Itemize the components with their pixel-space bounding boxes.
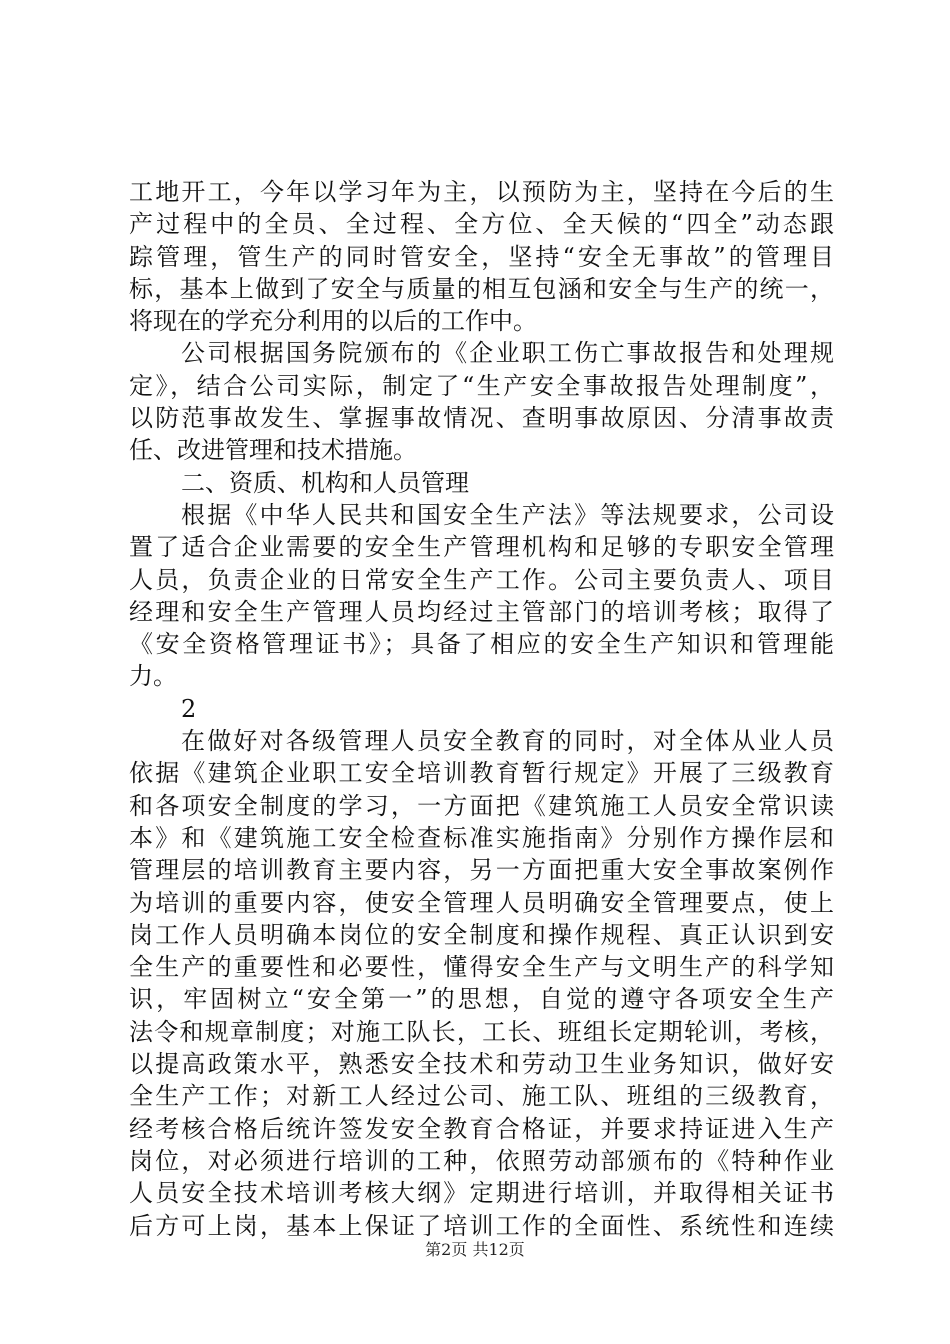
text-line: 岗工作人员明确本岗位的安全制度和操作规程、真正认识到安 [129, 920, 834, 949]
text-line: 管理层的培训教育主要内容，另一方面把重大安全事故案例作 [129, 856, 834, 885]
document-body [129, 176, 834, 1242]
text-line: 全生产工作；对新工人经过公司、施工队、班组的三级教育， [129, 1082, 834, 1111]
text-line: 为培训的重要内容，使安全管理人员明确安全管理要点，使上 [129, 888, 834, 917]
text-line: 本》和《建筑施工安全检查标准实施指南》分别作方操作层和 [129, 823, 834, 852]
text-line: 力。 [129, 662, 177, 691]
text-line: 《安全资格管理证书》；具备了相应的安全生产知识和管理能 [129, 630, 834, 659]
text-line: 标，基本上做到了安全与质量的相互包涵和安全与生产的统一， [129, 274, 834, 303]
paragraph [129, 499, 834, 693]
text-line: 后方可上岗，基本上保证了培训工作的全面性、系统性和连续 [129, 1211, 834, 1240]
text-line: 人员，负责企业的日常安全生产工作。公司主要负责人、项目 [129, 565, 834, 594]
text-line: 公司根据国务院颁布的《企业职工伤亡事故报告和处理规 [181, 339, 834, 368]
text-line: 法令和规章制度；对施工队长，工长、班组长定期轮训，考核， [129, 1017, 834, 1046]
text-line: 置了适合企业需要的安全生产管理机构和足够的专职安全管理 [129, 533, 834, 562]
text-line: 经理和安全生产管理人员均经过主管部门的培训考核；取得了 [129, 597, 834, 626]
text-line: 任、改进管理和技术措施。 [129, 436, 417, 465]
text-line: 工地开工，今年以学习年为主，以预防为主，坚持在今后的生 [129, 178, 834, 206]
text-line: 识，牢固树立“安全第一”的思想，自觉的遵守各项安全生产 [129, 985, 834, 1014]
text-line: 经考核合格后统许签发安全教育合格证，并要求持证进入生产 [129, 1114, 834, 1143]
text-line: 全生产的重要性和必要性，懂得安全生产与文明生产的科学知 [129, 953, 834, 982]
text-line: 以提高政策水平，熟悉安全技术和劳动卫生业务知识，做好安 [129, 1050, 834, 1079]
text-line: 2 [181, 694, 197, 723]
text-line: 以防范事故发生、掌握事故情况、查明事故原因、分清事故责 [129, 404, 834, 433]
text-line: 踪管理，管生产的同时管安全，坚持“安全无事故”的管理目 [129, 242, 834, 271]
text-line: 二、资质、机构和人员管理 [181, 468, 469, 497]
text-line: 和各项安全制度的学习，一方面把《建筑施工人员安全常识读 [129, 791, 834, 820]
page-footer: 第2页 共12页 [425, 1240, 525, 1259]
text-line: 根据《中华人民共和国安全生产法》等法规要求，公司设 [181, 500, 834, 529]
text-line: 岗位，对必须进行培训的工种，依照劳动部颁布的《特种作业 [129, 1146, 834, 1175]
text-line: 产过程中的全员、全过程、全方位、全天候的“四全”动态跟 [129, 210, 834, 239]
text-line: 人员安全技术培训考核大纲》定期进行培训，并取得相关证书 [129, 1179, 834, 1208]
text-line: 在做好对各级管理人员安全教育的同时，对全体从业人员 [181, 727, 834, 756]
paragraph [129, 176, 834, 337]
paragraph [129, 467, 834, 499]
text-line: 依据《建筑企业职工安全培训教育暂行规定》开展了三级教育 [129, 759, 834, 788]
text-line: 将现在的学充分利用的以后的工作中。 [129, 307, 537, 336]
paragraph [129, 337, 834, 466]
paragraph [129, 693, 834, 725]
paragraph [129, 725, 834, 1242]
text-line: 定》，结合公司实际，制定了“生产安全事故报告处理制度”， [129, 371, 834, 400]
